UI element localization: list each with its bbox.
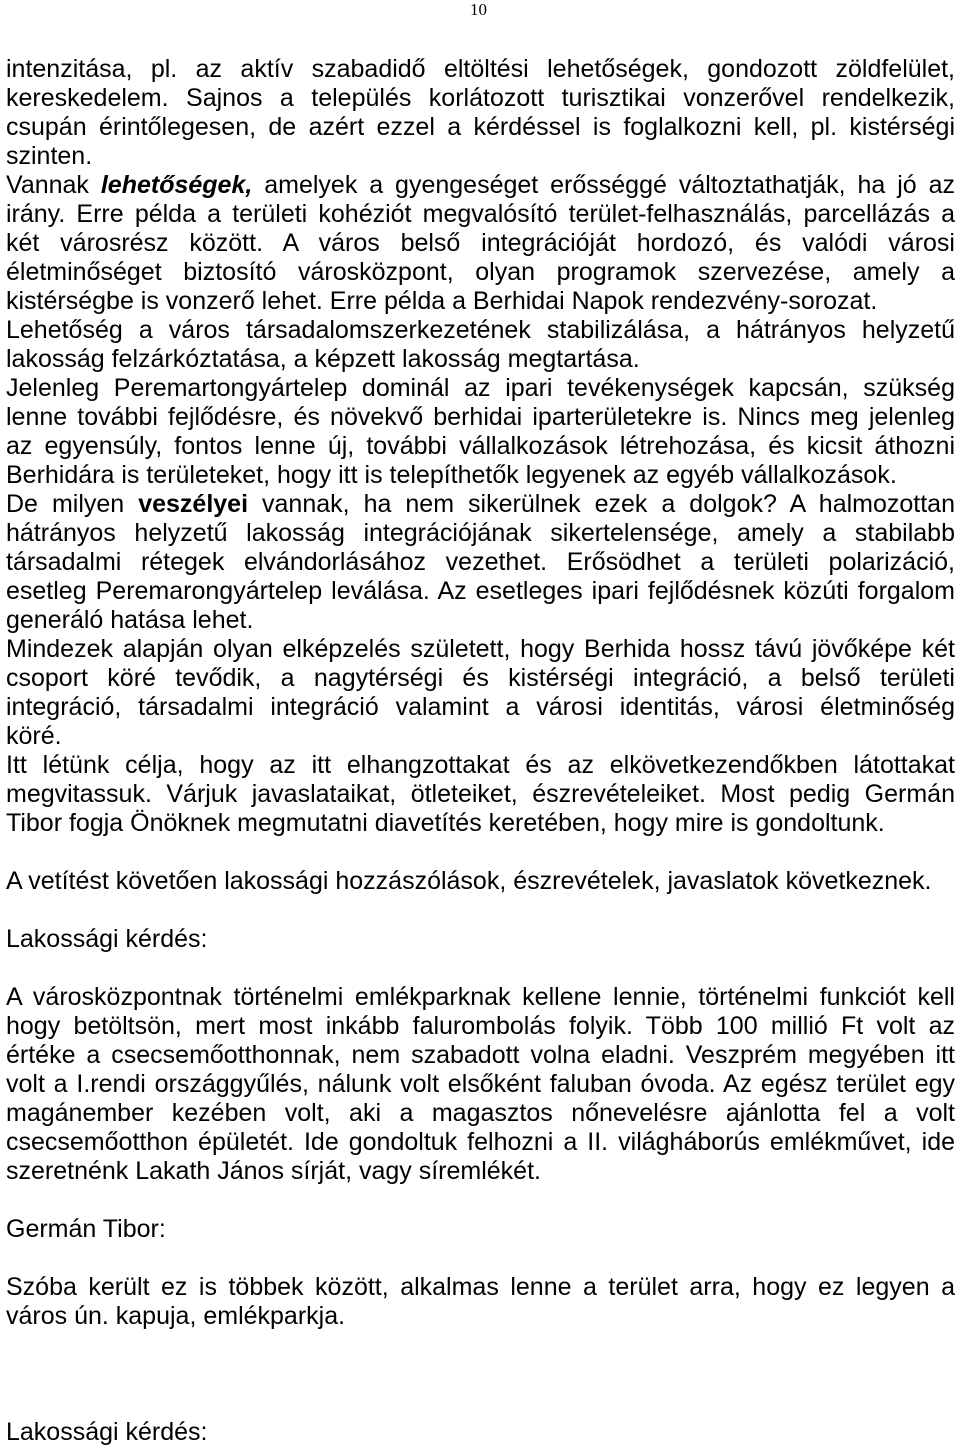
text-line: hogy betöltsön, mert most inkább falurombolás folyik. Több 100 millió Ft volt az	[6, 1012, 955, 1040]
paragraph	[6, 751, 955, 838]
blank-line	[6, 1186, 955, 1215]
text-line: Mindezek alapján olyan elképzelés született, hogy Berhida hossz távú jövőképe két	[6, 635, 955, 663]
text-line: Tibor fogja Önöknek megmutatni diavetítés keretében, hogy mire is gondoltunk.	[6, 809, 885, 837]
paragraph	[6, 55, 955, 171]
paragraph	[6, 983, 955, 1186]
text-line: integráció, társadalmi integráció valamint a városi identitás, városi életminőség	[6, 693, 955, 721]
paragraph	[6, 171, 955, 316]
text-line: csoport köré tevődik, a nagytérségi és kistérségi integráció, a belső területi	[6, 664, 955, 692]
text-line: köré.	[6, 722, 62, 750]
text-segment: vannak, ha nem sikerülnek ezek a dolgok? A halmozottan	[248, 490, 955, 518]
speaker-block	[6, 925, 955, 954]
text-line: értéke a csecsemőotthonnak, nem szabadott volna eladni. Veszprém megyében itt	[6, 1041, 955, 1069]
text-segment: Vannak	[6, 171, 101, 199]
paragraph	[6, 374, 955, 490]
text-line: Jelenleg Peremartongyártelep dominál az ipari tevékenységek kapcsán, szükség	[6, 374, 955, 402]
blank-line	[6, 896, 955, 925]
text-line: esetleg Peremarongyártelep leválása. Az esetleges ipari fejlődésnek közúti forgalom	[6, 577, 955, 605]
speaker-label: Germán Tibor:	[6, 1215, 166, 1243]
emphasis-bold-italic: lehetőségek,	[100, 171, 253, 199]
blank-line	[6, 1331, 955, 1360]
text-line: Itt létünk célja, hogy az itt elhangzottakat és az elkövetkezendőkben látottakat	[6, 751, 955, 779]
text-line: generáló hatása lehet.	[6, 606, 254, 634]
text-line: város ún. kapuja, emlékparkja.	[6, 1302, 346, 1330]
text-line: lenne további fejlődésre, és növekvő berhidai iparterületekre is. Nincs meg jelenleg	[6, 403, 955, 431]
text-line: hátrányos helyzetű lakosság integrációjának sikertelensége, amely a stabilabb	[6, 519, 955, 547]
text-line: A városközpontnak történelmi emlékparknak kellene lennie, történelmi funkciót kell	[6, 983, 955, 1011]
text-line: Lehetőség a város társadalomszerkezetének stabilizálása, a hátrányos helyzetű	[6, 316, 955, 344]
text-line: magánember kezében volt, aki a magasztos nőnevelésre ajánlotta fel a volt	[6, 1099, 955, 1127]
text-line: szinten.	[6, 142, 93, 170]
paragraph	[6, 490, 955, 635]
blank-line	[6, 1360, 955, 1389]
page-number: 10	[470, 0, 487, 19]
document-body	[6, 55, 955, 1447]
speaker-block	[6, 1418, 955, 1447]
text-line: lakosság felzárkóztatása, a képzett lakosság megtartása.	[6, 345, 640, 373]
paragraph	[6, 316, 955, 374]
speaker-label: Lakossági kérdés:	[6, 1418, 208, 1446]
emphasis-bold: veszélyei	[138, 490, 249, 518]
text-line: megvitassuk. Várjuk javaslataikat, ötleteiket, észrevételeiket. Most pedig Germán	[6, 780, 955, 808]
text-line	[6, 490, 955, 519]
speaker-label: Lakossági kérdés:	[6, 925, 208, 953]
text-line: az egyensúly, fontos lenne új, további vállalkozások létrehozása, és kicsit áthozni	[6, 432, 955, 460]
text-line: irány. Erre példa a területi kohéziót megvalósító terület-felhasználás, parcellázás a	[6, 200, 955, 228]
paragraph	[6, 635, 955, 751]
text-line: kereskedelem. Sajnos a település korlátozott turisztikai vonzerővel rendelkezik,	[6, 84, 955, 112]
text-line: intenzitása, pl. az aktív szabadidő eltöltési lehetőségek, gondozott zöldfelület,	[6, 55, 955, 83]
text-line	[6, 171, 955, 200]
paragraph	[6, 1273, 955, 1331]
text-segment: amelyek a gyengeséget erősséggé változtathatják, ha jó az	[252, 171, 955, 199]
text-line: életminőséget biztosító városközpont, olyan programok szervezése, amely a	[6, 258, 955, 286]
text-line: A vetítést követően lakossági hozzászólások, észrevételek, javaslatok következnek.	[6, 867, 932, 895]
text-line: kistérségbe is vonzerő lehet. Erre példa a Berhidai Napok rendezvény-sorozat.	[6, 287, 878, 315]
text-line: csecsemőotthon épületét. Ide gondoltuk felhozni a II. világháborús emlékművet, ide	[6, 1128, 955, 1156]
speaker-block	[6, 1215, 955, 1244]
blank-line	[6, 1244, 955, 1273]
text-segment: De milyen	[6, 490, 139, 518]
text-line: Berhidára is területeket, hogy itt is telepíthetők legyenek az egyéb vállalkozások.	[6, 461, 897, 489]
text-line: Szóba került ez is többek között, alkalmas lenne a terület arra, hogy ez legyen a	[6, 1273, 955, 1301]
text-line: csupán érintőlegesen, de azért ezzel a kérdéssel is foglalkozni kell, pl. kistérségi	[6, 113, 955, 141]
text-line: volt a I.rendi országgyűlés, nálunk volt elsőként faluban óvoda. Az egész terület egy	[6, 1070, 955, 1098]
paragraph	[6, 867, 955, 896]
text-line: társadalmi rétegek elvándorlásához vezethet. Erősödhet a területi polarizáció,	[6, 548, 955, 576]
text-line: szeretnénk Lakath János sírját, vagy síremlékét.	[6, 1157, 541, 1185]
blank-line	[6, 1389, 955, 1418]
blank-line	[6, 954, 955, 983]
text-line: két városrész között. A város belső integrációját hordozó, és valódi városi	[6, 229, 955, 257]
blank-line	[6, 838, 955, 867]
